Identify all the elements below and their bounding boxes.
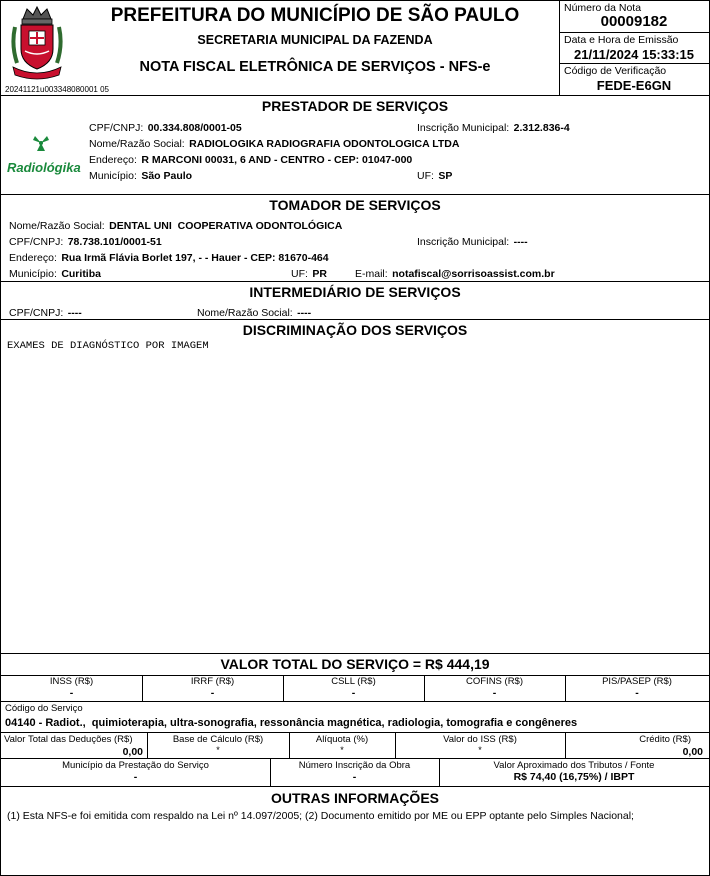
cofins-value: - — [492, 687, 497, 699]
valor-iss-label: Valor do ISS (R$) — [443, 734, 517, 745]
tomador-uf-value: PR — [312, 268, 327, 280]
municipio-prestacao-value: - — [133, 771, 138, 783]
base-calculo-value: * — [216, 745, 220, 755]
aliquota-label: Alíquota (%) — [315, 734, 369, 745]
csll-label: CSLL (R$) — [331, 676, 376, 687]
prestador-cpf-value: 00.334.808/0001-05 — [147, 122, 242, 134]
codigo-verificacao-value: FEDE-E6GN — [596, 78, 672, 93]
pis-pasep-value: - — [635, 687, 639, 699]
deducoes-value: 0,00 — [122, 746, 143, 758]
tomador-municipio-value: Curitiba — [61, 268, 101, 280]
data-emissao-value: 21/11/2024 15:33:15 — [574, 47, 694, 62]
prestador-im-value: 2.312.836-4 — [513, 122, 570, 134]
codigo-servico-value: 04140 - Radiot., quimioterapia, ultra-sonografia, ressonância magnética, radiologia, tomografia e congêneres — [5, 717, 578, 729]
prestador-im-label: Inscrição Municipal: — [417, 122, 510, 134]
tomador-section-title: TOMADOR DE SERVIÇOS — [269, 197, 441, 213]
tomador-im-label: Inscrição Municipal: — [417, 236, 510, 248]
tomador-endereco-label: Endereço: — [9, 252, 57, 264]
codigo-verificacao-label: Código de Verificação — [564, 65, 667, 77]
data-emissao-label: Data e Hora de Emissão — [564, 34, 679, 46]
credito-label: Crédito (R$) — [639, 734, 691, 745]
tomador-uf-label: UF: — [291, 268, 308, 280]
prestador-municipio-value: São Paulo — [141, 170, 193, 182]
aliquota-value: * — [340, 745, 344, 755]
document-title: NOTA FISCAL ELETRÔNICA DE SERVIÇOS - NFS-e — [139, 59, 491, 75]
discriminacao-section-title: DISCRIMINAÇÃO DOS SERVIÇOS — [242, 322, 468, 338]
outras-text: (1) Esta NFS-e foi emitida com respaldo na Lei nº 14.097/2005; (2) Documento emitido por ME ou EPP optante pelo Simples Nacional; — [7, 810, 634, 822]
intermediario-cpf-value: ---- — [67, 307, 82, 319]
tomador-email-value: notafiscal@sorrisoassist.com.br — [392, 268, 555, 280]
prestador-section-title: PRESTADOR DE SERVIÇOS — [261, 98, 449, 114]
deducoes-label: Valor Total das Deduções (R$) — [4, 734, 133, 745]
tomador-nome-value: DENTAL UNI COOPERATIVA ODONTOLÓGICA — [109, 220, 343, 232]
discriminacao-text: EXAMES DE DIAGNÓSTICO POR IMAGEM — [7, 340, 209, 352]
inscricao-obra-label: Número Inscrição da Obra — [298, 760, 411, 771]
tomador-nome-label: Nome/Razão Social: — [9, 220, 105, 232]
outras-section-title: OUTRAS INFORMAÇÕES — [271, 790, 439, 806]
tomador-email-label: E-mail: — [355, 268, 388, 280]
valor-aproximado-value: R$ 74,40 (16,75%) / IBPT — [513, 771, 635, 783]
tomador-cpf-label: CPF/CNPJ: — [9, 236, 64, 248]
valor-aproximado-label: Valor Aproximado dos Tributos / Fonte — [493, 760, 655, 771]
tomador-endereco-value: Rua Irmã Flávia Borlet 197, - - Hauer - CEP: 81670-464 — [61, 252, 329, 264]
csll-value: - — [351, 687, 356, 699]
inscricao-obra-value: - — [352, 771, 357, 783]
tomador-cpf-value: 78.738.101/0001-51 — [67, 236, 162, 248]
credito-value: 0,00 — [682, 746, 703, 758]
prestador-uf-label: UF: — [417, 170, 434, 182]
prestador-nome-label: Nome/Razão Social: — [89, 138, 185, 150]
barcode-text: 20241121u003348080001 05 — [5, 85, 109, 94]
pis-pasep-label: PIS/PASEP (R$) — [602, 676, 672, 687]
valor-total-title: VALOR TOTAL DO SERVIÇO = R$ 444,19 — [220, 656, 490, 672]
prestador-uf-value: SP — [438, 170, 453, 182]
prestador-cpf-label: CPF/CNPJ: — [89, 122, 144, 134]
numero-nota-label: Número da Nota — [564, 2, 642, 14]
municipio-prestacao-label: Município da Prestação do Serviço — [62, 760, 209, 771]
inss-value: - — [69, 687, 74, 699]
codigo-servico-label: Código do Serviço — [5, 703, 83, 714]
company-logo — [7, 133, 85, 175]
intermediario-cpf-label: CPF/CNPJ: — [9, 307, 64, 319]
prestador-nome-value: RADIOLOGIKA RADIOGRAFIA ODONTOLOGICA LTDA — [189, 138, 460, 150]
company-logo-text: Radiológika — [7, 160, 81, 175]
tomador-im-value: ---- — [513, 236, 528, 248]
prestador-endereco-label: Endereço: — [89, 154, 137, 166]
inss-label: INSS (R$) — [49, 676, 94, 687]
intermediario-nome-value: ---- — [297, 307, 312, 319]
intermediario-nome-label: Nome/Razão Social: — [197, 307, 293, 319]
intermediario-section-title: INTERMEDIÁRIO DE SERVIÇOS — [249, 284, 461, 300]
prestador-municipio-label: Município: — [89, 170, 137, 182]
irrf-label: IRRF (R$) — [190, 676, 235, 687]
numero-nota-value: 00009182 — [600, 13, 668, 30]
cofins-label: COFINS (R$) — [466, 676, 523, 687]
page-title: PREFEITURA DO MUNICÍPIO DE SÃO PAULO — [110, 5, 520, 26]
irrf-value: - — [210, 687, 215, 699]
page-subtitle: SECRETARIA MUNICIPAL DA FAZENDA — [197, 33, 433, 47]
prestador-endereco-value: R MARCONI 00031, 6 AND - CENTRO - CEP: 01047-000 — [141, 154, 413, 166]
city-coat-of-arms — [9, 5, 65, 83]
base-calculo-label: Base de Cálculo (R$) — [172, 734, 264, 745]
tomador-municipio-label: Município: — [9, 268, 57, 280]
valor-iss-value: * — [478, 745, 482, 755]
